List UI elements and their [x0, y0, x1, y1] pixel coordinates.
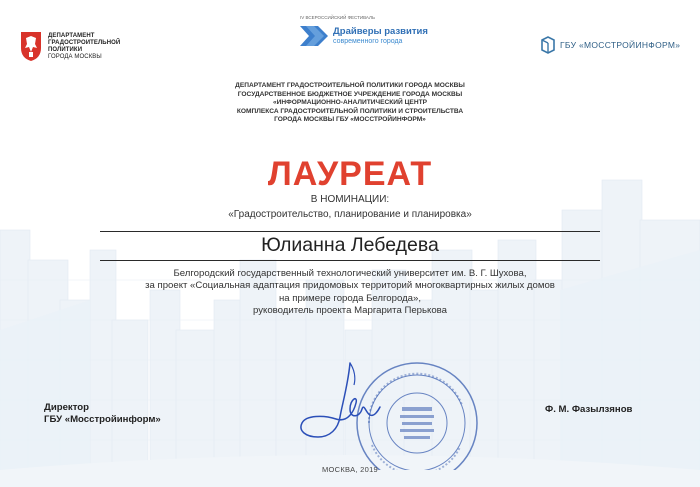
city-year: МОСКВА, 2019	[321, 465, 379, 474]
festival-logo	[300, 15, 440, 60]
festival-subtitle: современного города	[333, 38, 403, 45]
director-signature	[290, 355, 410, 455]
director-title	[44, 402, 161, 427]
department-logo-line1: ДЕПАРТАМЕНТ	[48, 33, 95, 39]
mosstroyinform-logo	[540, 36, 690, 60]
festival-title: Драйверы развития	[333, 26, 428, 37]
issuer-line3: «ИНФОРМАЦИОННО-АНАЛИТИЧЕСКИЙ ЦЕНТР	[272, 99, 428, 107]
moscow-emblem-icon	[18, 30, 44, 62]
certificate-title: ЛАУРЕАТ	[267, 155, 433, 193]
description-line4: руководитель проекта Маргарита Перькова	[252, 305, 447, 317]
department-logo	[18, 30, 138, 70]
director-organization: ГБУ «Мосстройинформ»	[44, 414, 161, 426]
divider-top	[100, 231, 600, 232]
issuer-line5: ГОРОДА МОСКВЫ ГБУ «МОССТРОЙИНФОРМ»	[274, 116, 426, 124]
nomination-label: В НОМИНАЦИИ:	[310, 194, 390, 205]
department-logo-line3: ГОРОДА МОСКВЫ	[48, 54, 102, 60]
project-description	[70, 268, 630, 318]
description-line3: на примере города Белгорода»,	[278, 292, 422, 304]
festival-top-label: IV ВСЕРОССИЙСКИЙ ФЕСТИВАЛЬ	[300, 15, 375, 20]
issuer-line2: ГОСУДАРСТВЕННОЕ БЮДЖЕТНОЕ УЧРЕЖДЕНИЕ ГОРОДА МОСКВЫ	[237, 90, 463, 98]
issuer-line4: КОМПЛЕКСА ГРАДОСТРОИТЕЛЬНОЙ ПОЛИТИКИ И СТРОИТЕЛЬСТВА	[236, 107, 464, 115]
divider-bottom	[100, 260, 600, 261]
issuer-line1: ДЕПАРТАМЕНТ ГРАДОСТРОИТЕЛЬНОЙ ПОЛИТИКИ ГОРОДА МОСКВЫ	[235, 82, 465, 89]
description-line1: Белгородский государственный технологический университет им. В. Г. Шухова,	[173, 268, 527, 279]
issuer-block	[200, 82, 500, 125]
director-position: Директор	[44, 402, 90, 413]
mosstroyinform-label: ГБУ «МОССТРОЙИНФОРМ»	[560, 40, 681, 50]
recipient-name: Юлианна Лебедева	[261, 234, 439, 256]
nomination-value: «Градостроительство, планирование и планировка»	[228, 209, 472, 220]
mosstroyinform-cube-icon	[540, 36, 556, 54]
festival-arrow-icon	[300, 24, 330, 48]
description-line2: за проект «Социальная адаптация придомовых территорий многоквартирных жилых домов	[145, 280, 555, 292]
department-logo-line2: ГРАДОСТРОИТЕЛЬНОЙ ПОЛИТИКИ	[48, 40, 121, 53]
signer-name: Ф. М. Фазылзянов	[545, 404, 633, 415]
